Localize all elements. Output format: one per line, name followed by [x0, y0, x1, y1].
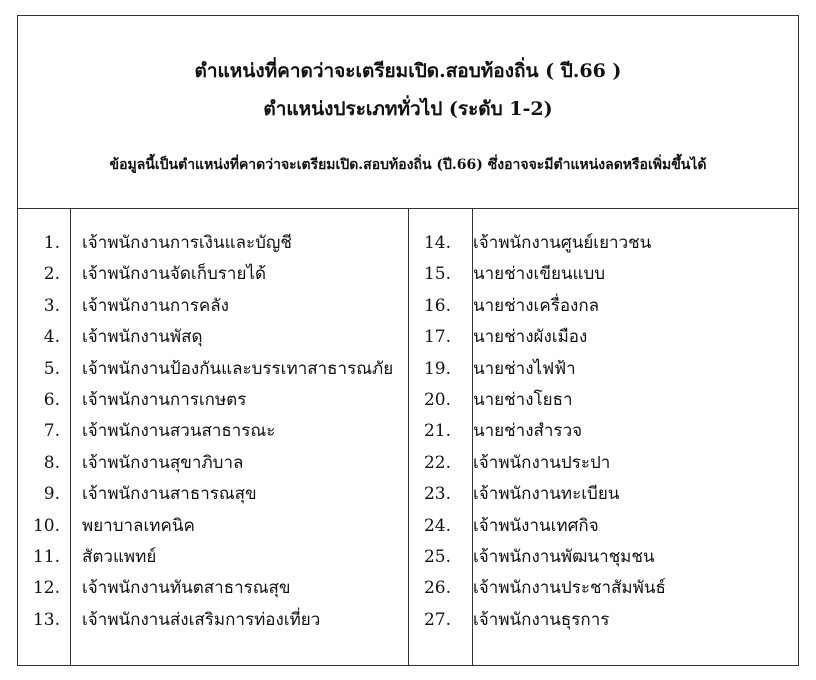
item-label: สัตวแพทย์	[82, 546, 157, 567]
item-number: 1.	[43, 233, 60, 253]
item-number: 2.	[43, 264, 60, 285]
item-number: 25.	[423, 546, 451, 567]
item-label: เจ้าพนักงานจัดเก็บรายได้	[82, 264, 267, 285]
page-subtitle: ตำแหน่งประเภททั่วไป (ระดับ 1-2)	[263, 98, 553, 120]
item-label: นายช่างโยธา	[473, 389, 573, 410]
item-number: 17.	[423, 327, 451, 348]
item-label: เจ้าพนักงานป้องกันและบรรเทาสาธารณภัย	[82, 358, 394, 379]
item-label: เจ้าพนักงานสาธารณสุข	[82, 484, 257, 505]
item-number: 15.	[423, 264, 451, 285]
item-label: เจ้าพนักงานศูนย์เยาวชน	[473, 233, 652, 253]
item-label: นายช่างผังเมือง	[473, 327, 588, 348]
item-number: 11.	[32, 546, 60, 567]
item-label: เจ้าพนักงานธุรการ	[473, 609, 610, 630]
item-number: 8.	[43, 452, 60, 473]
item-number: 6.	[43, 389, 60, 410]
item-label: นายช่างเขียนแบบ	[473, 264, 606, 285]
item-label: นายช่างไฟฟ้า	[473, 358, 576, 379]
item-number: 3.	[43, 295, 60, 316]
item-label: เจ้าพนักงานประชาสัมพันธ์	[473, 578, 666, 599]
item-number: 20.	[423, 389, 451, 410]
item-number: 10.	[32, 515, 60, 536]
item-number: 12.	[32, 578, 60, 599]
item-number: 9.	[43, 484, 60, 505]
item-label: เจ้าพนักงานพัสดุ	[82, 327, 203, 348]
item-number: 4.	[43, 327, 60, 348]
column-divider	[70, 209, 71, 665]
item-label: เจ้าพนักงานการเกษตร	[82, 389, 247, 410]
item-number: 24.	[423, 515, 451, 536]
item-number: 14.	[423, 233, 451, 253]
item-number: 19.	[423, 358, 451, 379]
item-number: 23.	[423, 484, 451, 505]
item-label: เจ้าพนักงานสวนสาธารณะ	[82, 421, 276, 442]
item-label: เจ้าพนักงานการคลัง	[82, 295, 229, 316]
item-number: 27.	[423, 609, 451, 630]
item-number: 13.	[32, 609, 60, 630]
item-label: เจ้าพนักงานทันตสาธารณสุข	[82, 578, 291, 599]
item-label: นายช่างสำรวจ	[473, 421, 583, 442]
item-number: 7.	[43, 421, 60, 442]
item-label: เจ้าพนักงานส่งเสริมการท่องเที่ยว	[82, 609, 321, 630]
item-label: เจ้าพนักงานการเงินและบัญชี	[82, 233, 292, 253]
item-label: เจ้าพนังานเทศกิจ	[473, 515, 599, 536]
item-label: นายช่างเครื่องกล	[473, 295, 600, 316]
item-label: พยาบาลเทคนิค	[82, 515, 195, 536]
item-number: 16.	[423, 295, 451, 316]
page-title: ตำแหน่งที่คาดว่าจะเตรียมเปิด.สอบท้องถิ่น ( ปี.66 )	[194, 60, 622, 82]
item-label: เจ้าพนักงานประปา	[473, 452, 611, 473]
item-number: 22.	[423, 452, 451, 473]
item-label: เจ้าพนักงานสุขาภิบาล	[82, 452, 244, 473]
item-label: เจ้าพนักงานทะเบียน	[473, 484, 620, 505]
position-table	[17, 15, 799, 666]
item-number: 21.	[423, 421, 451, 442]
item-number: 5.	[43, 358, 60, 379]
item-number: 26.	[423, 578, 451, 599]
header-note: ข้อมูลนี้เป็นตำแหน่งที่คาดว่าจะเตรียมเปิด.สอบท้องถิ่น (ปี.66) ซึ่งอาจจะมีตำแหน่งลดหรือเพิ่มขึ้นได้	[109, 157, 707, 173]
item-label: เจ้าพนักงานพัฒนาชุมชน	[473, 546, 655, 567]
table-header	[18, 16, 798, 209]
